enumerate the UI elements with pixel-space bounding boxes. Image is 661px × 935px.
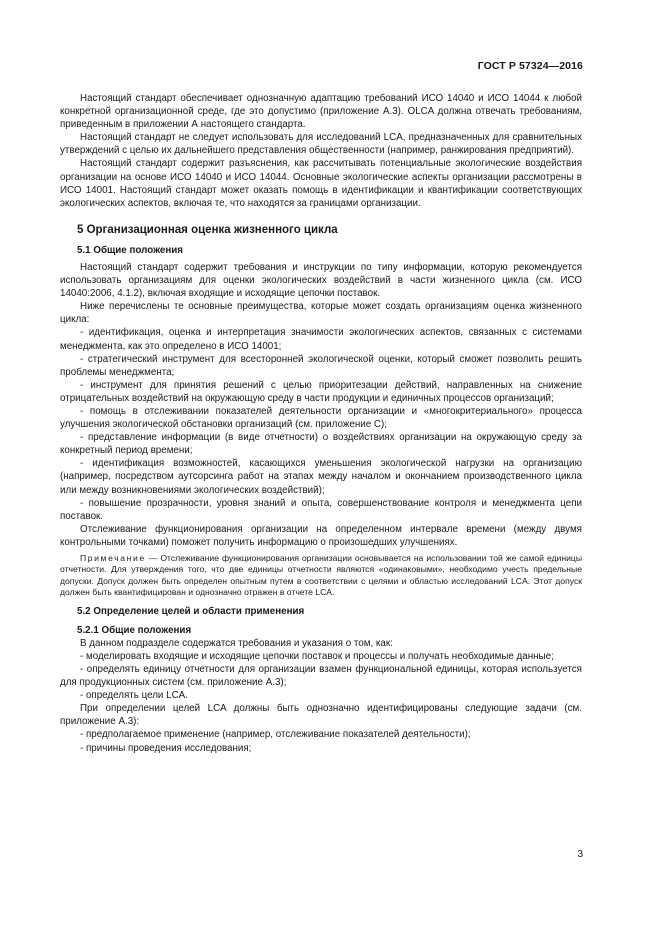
- list-item: - идентификация возможностей, касающихся уменьшения экологической нагрузки на организацию (например, посредством аутсорсинга работ на этапах между началом и окончанием производственного цикла или между возникновениями экологических воздействий);: [60, 458, 582, 496]
- note-text: — Отслеживание функционирования организации основывается на использовании той же самой единицы отчетности. Для утверждения того, что две единицы отчетности являются «одинаковыми», необходимо учесть предельные допуски. Допуск должен быть определен опытным путем в соответствии с целями и областью исследований LCA. Этот допуск должен быть квантифицирован и однозначно отражен в отчете LCA.: [60, 553, 582, 598]
- list-item: - моделировать входящие и исходящие цепочки поставок и процессы и получать необходимые данные;: [80, 650, 554, 662]
- body-paragraph: Настоящий стандарт содержит требования и инструкции по типу информации, которую рекомендуется использовать организациям для оценки экологических воздействий в части жизненного цикла (см. ИСО 14040:2006, 4.1.2), включая входящие и исходящие цепочки поставок.: [60, 261, 582, 300]
- list-item: - определять цели LCA.: [80, 690, 188, 702]
- subsection-heading: 5.1 Общие положения: [77, 244, 184, 256]
- list-item: - стратегический инструмент для всесторонней экологической оценки, который сможет позволить решить проблемы менеджмента;: [60, 353, 582, 378]
- list-item: - предполагаемое применение (например, отслеживание показателей деятельности);: [80, 729, 471, 741]
- note-paragraph: [60, 553, 582, 599]
- list-item: - инструмент для принятия решений с целью приоритезации действий, направленных на снижение отрицательных воздействий на окружающую среду в части продукции и единичных процессов организаций;: [60, 379, 582, 404]
- subsection-heading: 5.2 Определение целей и области применения: [77, 605, 305, 617]
- list-item: - причины проведения исследования;: [80, 742, 252, 754]
- body-paragraph: При определении целей LCA должны быть однозначно идентифицированы следующие задачи (см. приложение А.3):: [60, 703, 582, 728]
- list-item: - повышение прозрачности, уровня знаний и опыта, совершенствование контроля и менеджмента цепи поставок.: [60, 497, 582, 522]
- section-heading: 5 Организационная оценка жизненного цикла: [77, 223, 338, 236]
- standard-header: ГОСТ Р 57324—2016: [477, 60, 583, 72]
- note-label: Примечание: [80, 553, 146, 563]
- page-content: [60, 92, 582, 755]
- intro-paragraph: Настоящий стандарт содержит разъяснения, как рассчитывать потенциальные экологические воздействия организации на основе ИСО 14040 и ИСО 14044. Основные экологические аспекты организации рассмотрены в ИСО 14001. Настоящий стандарт может оказать помощь в идентификации и квантификации соответствующих экологических аспектов, включая те, что находятся за границами организации.: [60, 158, 582, 209]
- body-paragraph: Ниже перечислены те основные преимущества, которые может создать организациям оценка жизненного цикла:: [60, 301, 582, 326]
- list-item: - идентификация, оценка и интерпретация значимости экологических аспектов, связанных с системами менеджмента, как это определено в ИСО 14001;: [60, 327, 582, 352]
- intro-paragraph: Настоящий стандарт обеспечивает однозначную адаптацию требований ИСО 14040 и ИСО 14044 к любой конкретной организационной среде, где это допустимо (приложение А.3). OLCA должна отвечать требованиям, приведенным в приложении А настоящего стандарта.: [60, 93, 582, 131]
- list-item: - помощь в отслеживании показателей деятельности организации и «многокритериального» процесса улучшения экологической обстановки организаций (см. приложение С);: [60, 405, 582, 431]
- body-paragraph: Отслеживание функционирования организации на определенном интервале времени (между двумя контрольными точками) поможет получить информацию о произошедших улучшениях.: [60, 523, 582, 548]
- subsubsection-heading: 5.2.1 Общие положения: [77, 624, 192, 636]
- page-number: 3: [577, 849, 583, 860]
- list-item: - представление информации (в виде отчетности) о воздействиях организации на окружающую среду за конкретный период времени;: [60, 432, 582, 457]
- intro-paragraph: Настоящий стандарт не следует использовать для исследований LCA, предназначенных для сравнительных утверждений с целью их дальнейшего представления общественности (например, ранжирования предприятий).: [60, 132, 582, 157]
- body-paragraph: В данном подразделе содержатся требования и указания о том, как:: [80, 637, 393, 649]
- list-item: - определять единицу отчетности для организации взамен функциональной единицы, которая используется для продукционных систем (см. приложение А.3);: [60, 664, 582, 689]
